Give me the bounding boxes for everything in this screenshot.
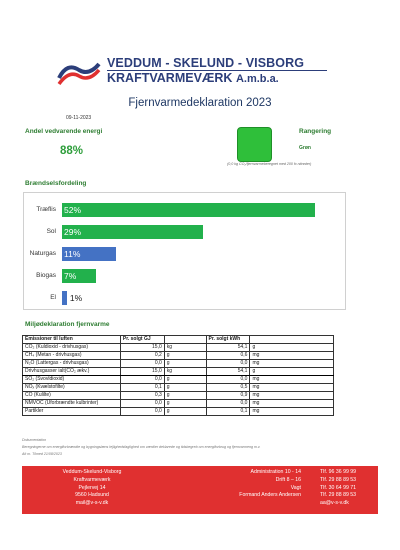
emission-per-gj-unit: kg	[164, 344, 206, 352]
chart-value-label: 52%	[64, 205, 82, 215]
footer-city: 9560 Hadsund	[75, 492, 109, 499]
emission-per-kwh-unit: mg	[250, 376, 334, 384]
emissions-row	[23, 376, 334, 384]
emissions-header-row	[23, 336, 334, 344]
emission-per-gj: 0,2	[120, 352, 164, 360]
logo-line2-suffix: A.m.b.a.	[235, 73, 279, 85]
emissions-row	[23, 360, 334, 368]
emission-per-gj-unit: g	[164, 392, 206, 400]
chart-category-label: El	[50, 294, 56, 301]
chart-value-label: 1%	[69, 293, 83, 303]
emission-per-kwh-unit: g	[250, 344, 334, 352]
footer-company: Veddum-Skelund-Visborg	[62, 469, 122, 475]
emission-per-kwh-unit: mg	[250, 352, 334, 360]
chart-value-label: 11%	[64, 249, 81, 259]
emissions-row	[23, 344, 334, 352]
emission-per-gj-unit: g	[164, 408, 206, 416]
emission-per-kwh: 0,9	[206, 392, 250, 400]
chart-bar-row	[24, 247, 345, 261]
emission-name: NMVOC (Uforbrændte kulbrinter)	[23, 400, 121, 408]
footer-phone-operation[interactable]: Tlf. 29 88 89 53	[320, 476, 357, 483]
page-title: Fjernvarmedeklaration 2023	[128, 97, 272, 109]
emissions-row	[23, 352, 334, 360]
emission-per-kwh: 0,6	[206, 352, 250, 360]
footer-email-chairman[interactable]: aa@v-s-v.dk	[320, 500, 349, 507]
emission-per-kwh: 54,1	[206, 344, 250, 352]
header-per-gj-unit	[164, 336, 206, 344]
emission-per-gj-unit: kg	[164, 368, 206, 376]
fineprint-heading: Dokumentation	[22, 438, 47, 442]
emission-per-gj-unit: g	[164, 360, 206, 368]
header-per-kwh: Pr. solgt kWh	[206, 336, 250, 344]
emission-per-gj: 0,3	[120, 392, 164, 400]
chart-bar	[62, 203, 315, 217]
footer-company-line2: Kraftvarmeværk	[73, 476, 111, 483]
emission-per-kwh-unit: mg	[250, 408, 334, 416]
emissions-row	[23, 408, 334, 416]
emission-per-kwh-unit: mg	[250, 400, 334, 408]
emission-per-gj-unit: g	[164, 352, 206, 360]
chart-bar-row	[24, 291, 345, 305]
chart-bar	[62, 225, 203, 239]
emission-name: Partikler	[23, 408, 121, 416]
header-per-kwh-unit	[250, 336, 334, 344]
emission-per-kwh: 0,0	[206, 400, 250, 408]
rating-color-box	[237, 127, 272, 162]
emission-per-gj: 0,0	[120, 408, 164, 416]
footer-address	[22, 469, 162, 508]
environment-declaration-title: Miljødeklaration fjernvarme	[25, 321, 110, 328]
footer-role-oncall: Vagt	[290, 484, 301, 491]
chart-bar-row	[24, 269, 345, 283]
fineprint-footnote: Alt m. Tilmed 21/08/2023	[22, 452, 62, 456]
renewable-share-label: Andel vedvarende energi	[25, 128, 103, 135]
header-per-gj: Pr. solgt GJ	[120, 336, 164, 344]
emissions-row	[23, 368, 334, 376]
company-logo	[57, 56, 347, 88]
chart-category-label: Træflis	[36, 206, 56, 213]
emission-name: NOₓ (Kvælstofilte)	[23, 384, 121, 392]
emission-name: Drivhusgasser ialt(CO₂ ækv.)	[23, 368, 121, 376]
emission-per-kwh: 54,1	[206, 368, 250, 376]
document-date: 09-11-2023	[66, 115, 92, 121]
fineprint-body: Beregningerne om energiforbrændte og bygningslæns lejlighedsfaglighed om værdier deklarede og tidsbegreb om energiforbrug og fjernvarmeng m.v.	[22, 445, 261, 449]
emissions-table	[22, 335, 334, 416]
emission-per-gj: 0,0	[120, 360, 164, 368]
emission-per-kwh-unit: mg	[250, 384, 334, 392]
renewable-share-value: 88%	[60, 145, 84, 157]
chart-value-label: 7%	[64, 271, 77, 281]
logo-name-line1: VEDDUM - SKELUND - VISBORG	[107, 56, 305, 70]
chart-category-label: Biogas	[36, 272, 56, 279]
emission-per-gj: 15,0	[120, 368, 164, 376]
emission-per-gj-unit: g	[164, 400, 206, 408]
chart-value-label: 29%	[64, 227, 82, 237]
rating-note: (0,0 kg CO₂/fjernvarmeberegnet med 200 fx nitrøder)	[227, 162, 312, 166]
emission-per-kwh: 0,0	[206, 360, 250, 368]
emission-per-gj: 0,0	[120, 376, 164, 384]
footer-street: Pejlervej 14	[78, 484, 106, 491]
emission-per-gj-unit: g	[164, 376, 206, 384]
header-emissions: Emissioner til luften	[23, 336, 121, 344]
rating-label: Rangering	[299, 128, 332, 135]
chart-bar-row	[24, 203, 345, 217]
chart-bar-row	[24, 225, 345, 239]
chart-category-label: Sol	[46, 228, 56, 235]
fuel-distribution-chart	[23, 192, 346, 310]
emission-per-kwh: 0,5	[206, 384, 250, 392]
emission-per-gj: 15,0	[120, 344, 164, 352]
emissions-row	[23, 392, 334, 400]
emission-name: CO (Kulilte)	[23, 392, 121, 400]
logo-name-line2	[107, 71, 279, 85]
emission-name: N₂O (Lattergas - drivhusgas)	[23, 360, 121, 368]
contact-footer	[22, 466, 378, 514]
footer-role-administration: Administration 10 - 14	[250, 469, 301, 475]
emission-per-kwh-unit: mg	[250, 392, 334, 400]
emissions-row	[23, 400, 334, 408]
emission-per-kwh: 0,0	[206, 376, 250, 384]
footer-email[interactable]: mail@v-s-v.dk	[75, 500, 109, 507]
emission-per-gj-unit: g	[164, 384, 206, 392]
emissions-row	[23, 384, 334, 392]
footer-phone-administration[interactable]: Tlf. 96 36 99 99	[320, 469, 357, 475]
emission-per-kwh-unit: g	[250, 368, 334, 376]
logo-mark-icon	[57, 58, 101, 86]
emission-name: CO₂ (Kuldioxid - drivhusgas)	[23, 344, 121, 352]
footer-contact-roles	[239, 469, 301, 500]
footer-role-chairman: Formand Anders Andersen	[239, 492, 301, 499]
rating-value: Grøn	[299, 145, 311, 151]
emission-name: SO₂ (Svovldioxid)	[23, 376, 121, 384]
footer-phone-numbers	[320, 469, 356, 508]
fuel-distribution-title: Brændselsfordeling	[25, 180, 87, 187]
footer-role-operation: Drift 8 – 16	[275, 476, 301, 483]
emission-per-gj: 0,0	[120, 400, 164, 408]
logo-line2-main: KRAFTVARMEVÆRK	[107, 71, 233, 85]
emission-per-gj: 0,1	[120, 384, 164, 392]
emission-per-kwh-unit: mg	[250, 360, 334, 368]
chart-category-label: Naturgas	[29, 250, 56, 257]
emission-name: CH₄ (Metan - drivhusgas)	[23, 352, 121, 360]
emission-per-kwh: 0,1	[206, 408, 250, 416]
chart-bar	[62, 291, 67, 305]
footer-phone-oncall[interactable]: Tlf. 30 64 99 71	[320, 484, 357, 491]
footer-phone-chairman[interactable]: Tlf. 29 88 89 53	[320, 492, 357, 499]
